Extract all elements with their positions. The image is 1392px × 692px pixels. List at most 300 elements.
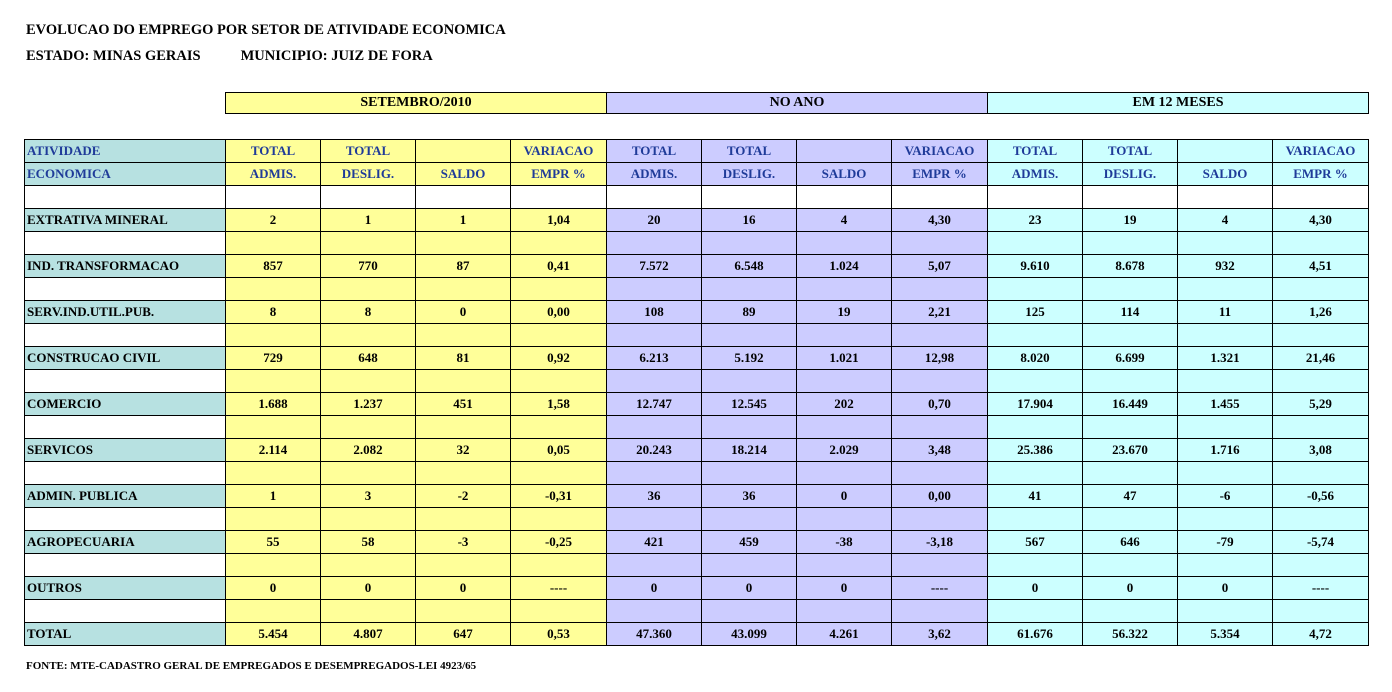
spacer-row <box>25 508 1369 531</box>
spacer-cell <box>511 508 607 531</box>
header-row-1 <box>25 140 1369 163</box>
spacer-cell <box>416 186 511 209</box>
table-cell: SALDO <box>797 163 892 186</box>
table-cell: 41 <box>988 485 1083 508</box>
table-cell: 36 <box>607 485 702 508</box>
table-cell: 2.114 <box>226 439 321 462</box>
table-cell <box>797 140 892 163</box>
spacer-cell <box>1273 508 1369 531</box>
table-cell: 6.548 <box>702 255 797 278</box>
table-cell: 20 <box>607 209 702 232</box>
table-cell: 43.099 <box>702 623 797 646</box>
spacer-row <box>25 554 1369 577</box>
spacer-cell <box>1273 554 1369 577</box>
spacer-cell <box>988 462 1083 485</box>
spacer-cell <box>892 232 988 255</box>
table-cell: -3,18 <box>892 531 988 554</box>
table-cell: EMPR % <box>892 163 988 186</box>
spacer-cell <box>702 508 797 531</box>
spacer-cell <box>226 324 321 347</box>
spacer-cell <box>321 370 416 393</box>
table-cell: 3 <box>321 485 416 508</box>
spacer-cell <box>1178 508 1273 531</box>
table-cell: 5,07 <box>892 255 988 278</box>
spacer-cell <box>321 508 416 531</box>
spacer-cell <box>226 278 321 301</box>
spacer-cell <box>1083 554 1178 577</box>
table-cell: 4 <box>797 209 892 232</box>
table-cell: ---- <box>892 577 988 600</box>
spacer-cell <box>226 232 321 255</box>
spacer-cell <box>1178 370 1273 393</box>
spacer-cell <box>892 600 988 623</box>
spacer-cell <box>511 600 607 623</box>
table-cell: 114 <box>1083 301 1178 324</box>
table-cell: 3,62 <box>892 623 988 646</box>
report-subtitle <box>26 48 433 65</box>
table-cell: 1 <box>321 209 416 232</box>
spacer-cell <box>1083 278 1178 301</box>
spacer-cell <box>416 324 511 347</box>
table-cell: 3,48 <box>892 439 988 462</box>
table-cell: 4 <box>1178 209 1273 232</box>
spacer-cell <box>892 370 988 393</box>
spacer-cell <box>416 600 511 623</box>
spacer-cell <box>797 278 892 301</box>
table-cell: 5.454 <box>226 623 321 646</box>
spacer-cell <box>321 186 416 209</box>
spacer-cell <box>1273 278 1369 301</box>
table-cell: VARIACAO <box>1273 140 1369 163</box>
spacer-cell <box>511 370 607 393</box>
table-cell: EMPR % <box>1273 163 1369 186</box>
spacer-cell <box>797 462 892 485</box>
spacer-cell <box>988 554 1083 577</box>
table-cell: -5,74 <box>1273 531 1369 554</box>
table-cell: ADMIS. <box>607 163 702 186</box>
table-cell: 2.029 <box>797 439 892 462</box>
spacer-cell <box>416 370 511 393</box>
table-cell: 19 <box>797 301 892 324</box>
spacer-cell <box>416 462 511 485</box>
spacer-cell <box>797 186 892 209</box>
table-row <box>25 439 1369 462</box>
spacer-cell <box>892 554 988 577</box>
table-cell: -2 <box>416 485 511 508</box>
table-row <box>25 301 1369 324</box>
spacer-cell <box>988 416 1083 439</box>
spacer-cell <box>1083 324 1178 347</box>
spacer-cell <box>1178 278 1273 301</box>
table-row <box>25 623 1369 646</box>
spacer-cell <box>988 278 1083 301</box>
table-cell: 0 <box>1178 577 1273 600</box>
spacer-cell <box>226 600 321 623</box>
spacer-cell <box>892 324 988 347</box>
table-cell: 729 <box>226 347 321 370</box>
table-row <box>25 393 1369 416</box>
spacer-cell <box>1083 370 1178 393</box>
table-cell: 648 <box>321 347 416 370</box>
spacer-cell <box>797 416 892 439</box>
spacer-cell <box>1273 462 1369 485</box>
table-cell: 89 <box>702 301 797 324</box>
spacer-cell <box>892 278 988 301</box>
group-header-12-meses: EM 12 MESES <box>987 92 1369 114</box>
table-cell: 647 <box>416 623 511 646</box>
spacer-cell <box>797 324 892 347</box>
spacer-row <box>25 278 1369 301</box>
report-title: EVOLUCAO DO EMPREGO POR SETOR DE ATIVIDADE ECONOMICA <box>26 22 506 38</box>
spacer-cell <box>797 508 892 531</box>
spacer-cell <box>607 416 702 439</box>
table-cell: 55 <box>226 531 321 554</box>
spacer-cell <box>797 232 892 255</box>
table-cell: -79 <box>1178 531 1273 554</box>
table-cell: 0,70 <box>892 393 988 416</box>
row-label: SERV.IND.UTIL.PUB. <box>25 301 226 324</box>
table-cell: 8 <box>321 301 416 324</box>
table-cell: 451 <box>416 393 511 416</box>
table-row <box>25 209 1369 232</box>
table-cell: 421 <box>607 531 702 554</box>
table-cell: ADMIS. <box>988 163 1083 186</box>
table-cell: 6.213 <box>607 347 702 370</box>
spacer-cell <box>607 186 702 209</box>
spacer-cell <box>607 462 702 485</box>
table-cell: 0 <box>702 577 797 600</box>
table-cell: 4.807 <box>321 623 416 646</box>
table-cell: 857 <box>226 255 321 278</box>
table-cell: EMPR % <box>511 163 607 186</box>
header-row-2 <box>25 163 1369 186</box>
spacer-cell <box>1273 416 1369 439</box>
spacer-cell <box>416 416 511 439</box>
table-cell: ADMIS. <box>226 163 321 186</box>
spacer-cell <box>1273 600 1369 623</box>
table-cell: 1.716 <box>1178 439 1273 462</box>
spacer-cell <box>1273 232 1369 255</box>
table-cell: 16 <box>702 209 797 232</box>
table-cell: SALDO <box>416 163 511 186</box>
spacer-cell <box>607 600 702 623</box>
table-cell: 1.321 <box>1178 347 1273 370</box>
table-cell: 3,08 <box>1273 439 1369 462</box>
table-cell: 23.670 <box>1083 439 1178 462</box>
table-cell: 646 <box>1083 531 1178 554</box>
spacer-cell <box>988 600 1083 623</box>
table-cell: 0 <box>797 577 892 600</box>
spacer-cell <box>226 554 321 577</box>
table-cell: 16.449 <box>1083 393 1178 416</box>
spacer-cell <box>1178 232 1273 255</box>
spacer-cell <box>607 232 702 255</box>
spacer-cell <box>702 600 797 623</box>
spacer-cell <box>511 324 607 347</box>
table-cell: 4,72 <box>1273 623 1369 646</box>
table-cell: 1 <box>416 209 511 232</box>
table-cell: VARIACAO <box>892 140 988 163</box>
table-cell: 202 <box>797 393 892 416</box>
table-cell: -0,25 <box>511 531 607 554</box>
row-label: AGROPECUARIA <box>25 531 226 554</box>
spacer-cell <box>702 554 797 577</box>
table-cell: 4,30 <box>892 209 988 232</box>
table-cell: 0,05 <box>511 439 607 462</box>
spacer-cell <box>607 508 702 531</box>
spacer-cell <box>1083 186 1178 209</box>
row-label: SERVICOS <box>25 439 226 462</box>
spacer-row <box>25 600 1369 623</box>
row-label: IND. TRANSFORMACAO <box>25 255 226 278</box>
table-cell: ---- <box>511 577 607 600</box>
spacer-cell <box>25 554 226 577</box>
table-cell: 1,26 <box>1273 301 1369 324</box>
table-cell: 770 <box>321 255 416 278</box>
spacer-cell <box>321 324 416 347</box>
table-cell: 0,41 <box>511 255 607 278</box>
spacer-cell <box>321 232 416 255</box>
table-cell: VARIACAO <box>511 140 607 163</box>
spacer-cell <box>511 554 607 577</box>
table-cell: 23 <box>988 209 1083 232</box>
row-label: ADMIN. PUBLICA <box>25 485 226 508</box>
table-cell: 1.024 <box>797 255 892 278</box>
spacer-cell <box>321 600 416 623</box>
row-label: COMERCIO <box>25 393 226 416</box>
table-cell: 6.699 <box>1083 347 1178 370</box>
table-cell: 12,98 <box>892 347 988 370</box>
table-row <box>25 485 1369 508</box>
spacer-cell <box>511 186 607 209</box>
table-cell: 1 <box>226 485 321 508</box>
table-cell: 0 <box>797 485 892 508</box>
spacer-cell <box>25 600 226 623</box>
table-cell: 932 <box>1178 255 1273 278</box>
spacer-cell <box>702 462 797 485</box>
table-cell: 0 <box>1083 577 1178 600</box>
table-cell: -38 <box>797 531 892 554</box>
spacer-cell <box>25 462 226 485</box>
spacer-cell <box>988 232 1083 255</box>
spacer-cell <box>226 186 321 209</box>
spacer-cell <box>607 324 702 347</box>
table-cell: 0,53 <box>511 623 607 646</box>
table-cell: 56.322 <box>1083 623 1178 646</box>
spacer-cell <box>892 186 988 209</box>
table-cell: TOTAL <box>321 140 416 163</box>
spacer-cell <box>702 232 797 255</box>
row-label: ECONOMICA <box>25 163 226 186</box>
spacer-cell <box>511 416 607 439</box>
table-cell: 12.545 <box>702 393 797 416</box>
table-cell <box>1178 140 1273 163</box>
table-cell: SALDO <box>1178 163 1273 186</box>
spacer-cell <box>511 278 607 301</box>
spacer-cell <box>1178 554 1273 577</box>
table-cell: 58 <box>321 531 416 554</box>
spacer-cell <box>416 278 511 301</box>
spacer-cell <box>892 508 988 531</box>
table-cell: 18.214 <box>702 439 797 462</box>
table-cell: 5.354 <box>1178 623 1273 646</box>
spacer-cell <box>892 462 988 485</box>
table-row <box>25 255 1369 278</box>
spacer-cell <box>1083 462 1178 485</box>
table-cell: 2 <box>226 209 321 232</box>
spacer-cell <box>702 370 797 393</box>
spacer-cell <box>321 278 416 301</box>
table-cell: 108 <box>607 301 702 324</box>
spacer-cell <box>321 462 416 485</box>
table-cell: 0 <box>416 301 511 324</box>
group-header-no-ano: NO ANO <box>606 92 988 114</box>
spacer-cell <box>25 324 226 347</box>
table-cell: 0,00 <box>511 301 607 324</box>
table-cell: 1.021 <box>797 347 892 370</box>
spacer-cell <box>25 416 226 439</box>
spacer-cell <box>1178 600 1273 623</box>
table-cell: TOTAL <box>607 140 702 163</box>
table-cell: 87 <box>416 255 511 278</box>
spacer-cell <box>25 508 226 531</box>
spacer-cell <box>25 278 226 301</box>
table-cell: 1,58 <box>511 393 607 416</box>
spacer-row <box>25 232 1369 255</box>
table-cell <box>416 140 511 163</box>
table-cell: 1.237 <box>321 393 416 416</box>
table-cell: 0 <box>226 577 321 600</box>
table-cell: 19 <box>1083 209 1178 232</box>
spacer-row <box>25 186 1369 209</box>
spacer-cell <box>1083 508 1178 531</box>
table-cell: DESLIG. <box>321 163 416 186</box>
spacer-cell <box>892 416 988 439</box>
spacer-cell <box>1273 186 1369 209</box>
table-cell: -6 <box>1178 485 1273 508</box>
table-cell: 0,92 <box>511 347 607 370</box>
table-cell: 8.020 <box>988 347 1083 370</box>
table-cell: 47.360 <box>607 623 702 646</box>
table-cell: 17.904 <box>988 393 1083 416</box>
table-cell: 0 <box>416 577 511 600</box>
table-cell: 0 <box>321 577 416 600</box>
table-cell: 12.747 <box>607 393 702 416</box>
spacer-cell <box>988 370 1083 393</box>
estado-label: ESTADO: MINAS GERAIS <box>26 48 201 64</box>
table-cell: 2.082 <box>321 439 416 462</box>
spacer-cell <box>1178 186 1273 209</box>
table-cell: 1.455 <box>1178 393 1273 416</box>
table-cell: 5,29 <box>1273 393 1369 416</box>
spacer-row <box>25 370 1369 393</box>
spacer-cell <box>226 416 321 439</box>
spacer-cell <box>416 232 511 255</box>
spacer-cell <box>321 554 416 577</box>
table-cell: TOTAL <box>1083 140 1178 163</box>
spacer-cell <box>702 324 797 347</box>
spacer-cell <box>797 554 892 577</box>
table-cell: 4,51 <box>1273 255 1369 278</box>
table-cell: 459 <box>702 531 797 554</box>
table-cell: 567 <box>988 531 1083 554</box>
spacer-cell <box>511 462 607 485</box>
row-label: EXTRATIVA MINERAL <box>25 209 226 232</box>
spacer-cell <box>702 278 797 301</box>
spacer-cell <box>226 370 321 393</box>
row-label: OUTROS <box>25 577 226 600</box>
spacer-cell <box>416 508 511 531</box>
spacer-cell <box>511 232 607 255</box>
municipio-label: MUNICIPIO: JUIZ DE FORA <box>240 48 433 64</box>
spacer-cell <box>226 462 321 485</box>
group-header-setembro: SETEMBRO/2010 <box>225 92 607 114</box>
spacer-row <box>25 462 1369 485</box>
table-row <box>25 531 1369 554</box>
spacer-cell <box>702 186 797 209</box>
spacer-cell <box>1273 370 1369 393</box>
table-cell: 7.572 <box>607 255 702 278</box>
table-cell: 5.192 <box>702 347 797 370</box>
table-cell: 36 <box>702 485 797 508</box>
table-row <box>25 577 1369 600</box>
spacer-cell <box>797 600 892 623</box>
row-label: ATIVIDADE <box>25 140 226 163</box>
table-cell: 4,30 <box>1273 209 1369 232</box>
table-cell: 8.678 <box>1083 255 1178 278</box>
table-cell: 1.688 <box>226 393 321 416</box>
employment-table <box>24 139 1369 646</box>
table-cell: 0 <box>607 577 702 600</box>
table-cell: DESLIG. <box>1083 163 1178 186</box>
spacer-cell <box>1178 324 1273 347</box>
table-cell: 1,04 <box>511 209 607 232</box>
spacer-row <box>25 416 1369 439</box>
table-cell: -0,31 <box>511 485 607 508</box>
spacer-cell <box>416 554 511 577</box>
spacer-cell <box>1083 600 1178 623</box>
spacer-cell <box>797 370 892 393</box>
table-cell: 47 <box>1083 485 1178 508</box>
spacer-cell <box>1083 416 1178 439</box>
spacer-cell <box>1178 416 1273 439</box>
table-row <box>25 347 1369 370</box>
table-cell: 20.243 <box>607 439 702 462</box>
spacer-row <box>25 324 1369 347</box>
table-cell: 81 <box>416 347 511 370</box>
table-cell: 61.676 <box>988 623 1083 646</box>
spacer-cell <box>226 508 321 531</box>
table-cell: 2,21 <box>892 301 988 324</box>
table-cell: 21,46 <box>1273 347 1369 370</box>
table-cell: TOTAL <box>702 140 797 163</box>
spacer-cell <box>1178 462 1273 485</box>
spacer-cell <box>607 554 702 577</box>
spacer-cell <box>607 278 702 301</box>
table-cell: DESLIG. <box>702 163 797 186</box>
row-label: TOTAL <box>25 623 226 646</box>
spacer-cell <box>25 370 226 393</box>
table-cell: 32 <box>416 439 511 462</box>
spacer-cell <box>988 324 1083 347</box>
table-cell: -0,56 <box>1273 485 1369 508</box>
spacer-cell <box>607 370 702 393</box>
table-cell: 11 <box>1178 301 1273 324</box>
table-cell: ---- <box>1273 577 1369 600</box>
spacer-cell <box>1083 232 1178 255</box>
spacer-cell <box>25 232 226 255</box>
table-cell: TOTAL <box>226 140 321 163</box>
